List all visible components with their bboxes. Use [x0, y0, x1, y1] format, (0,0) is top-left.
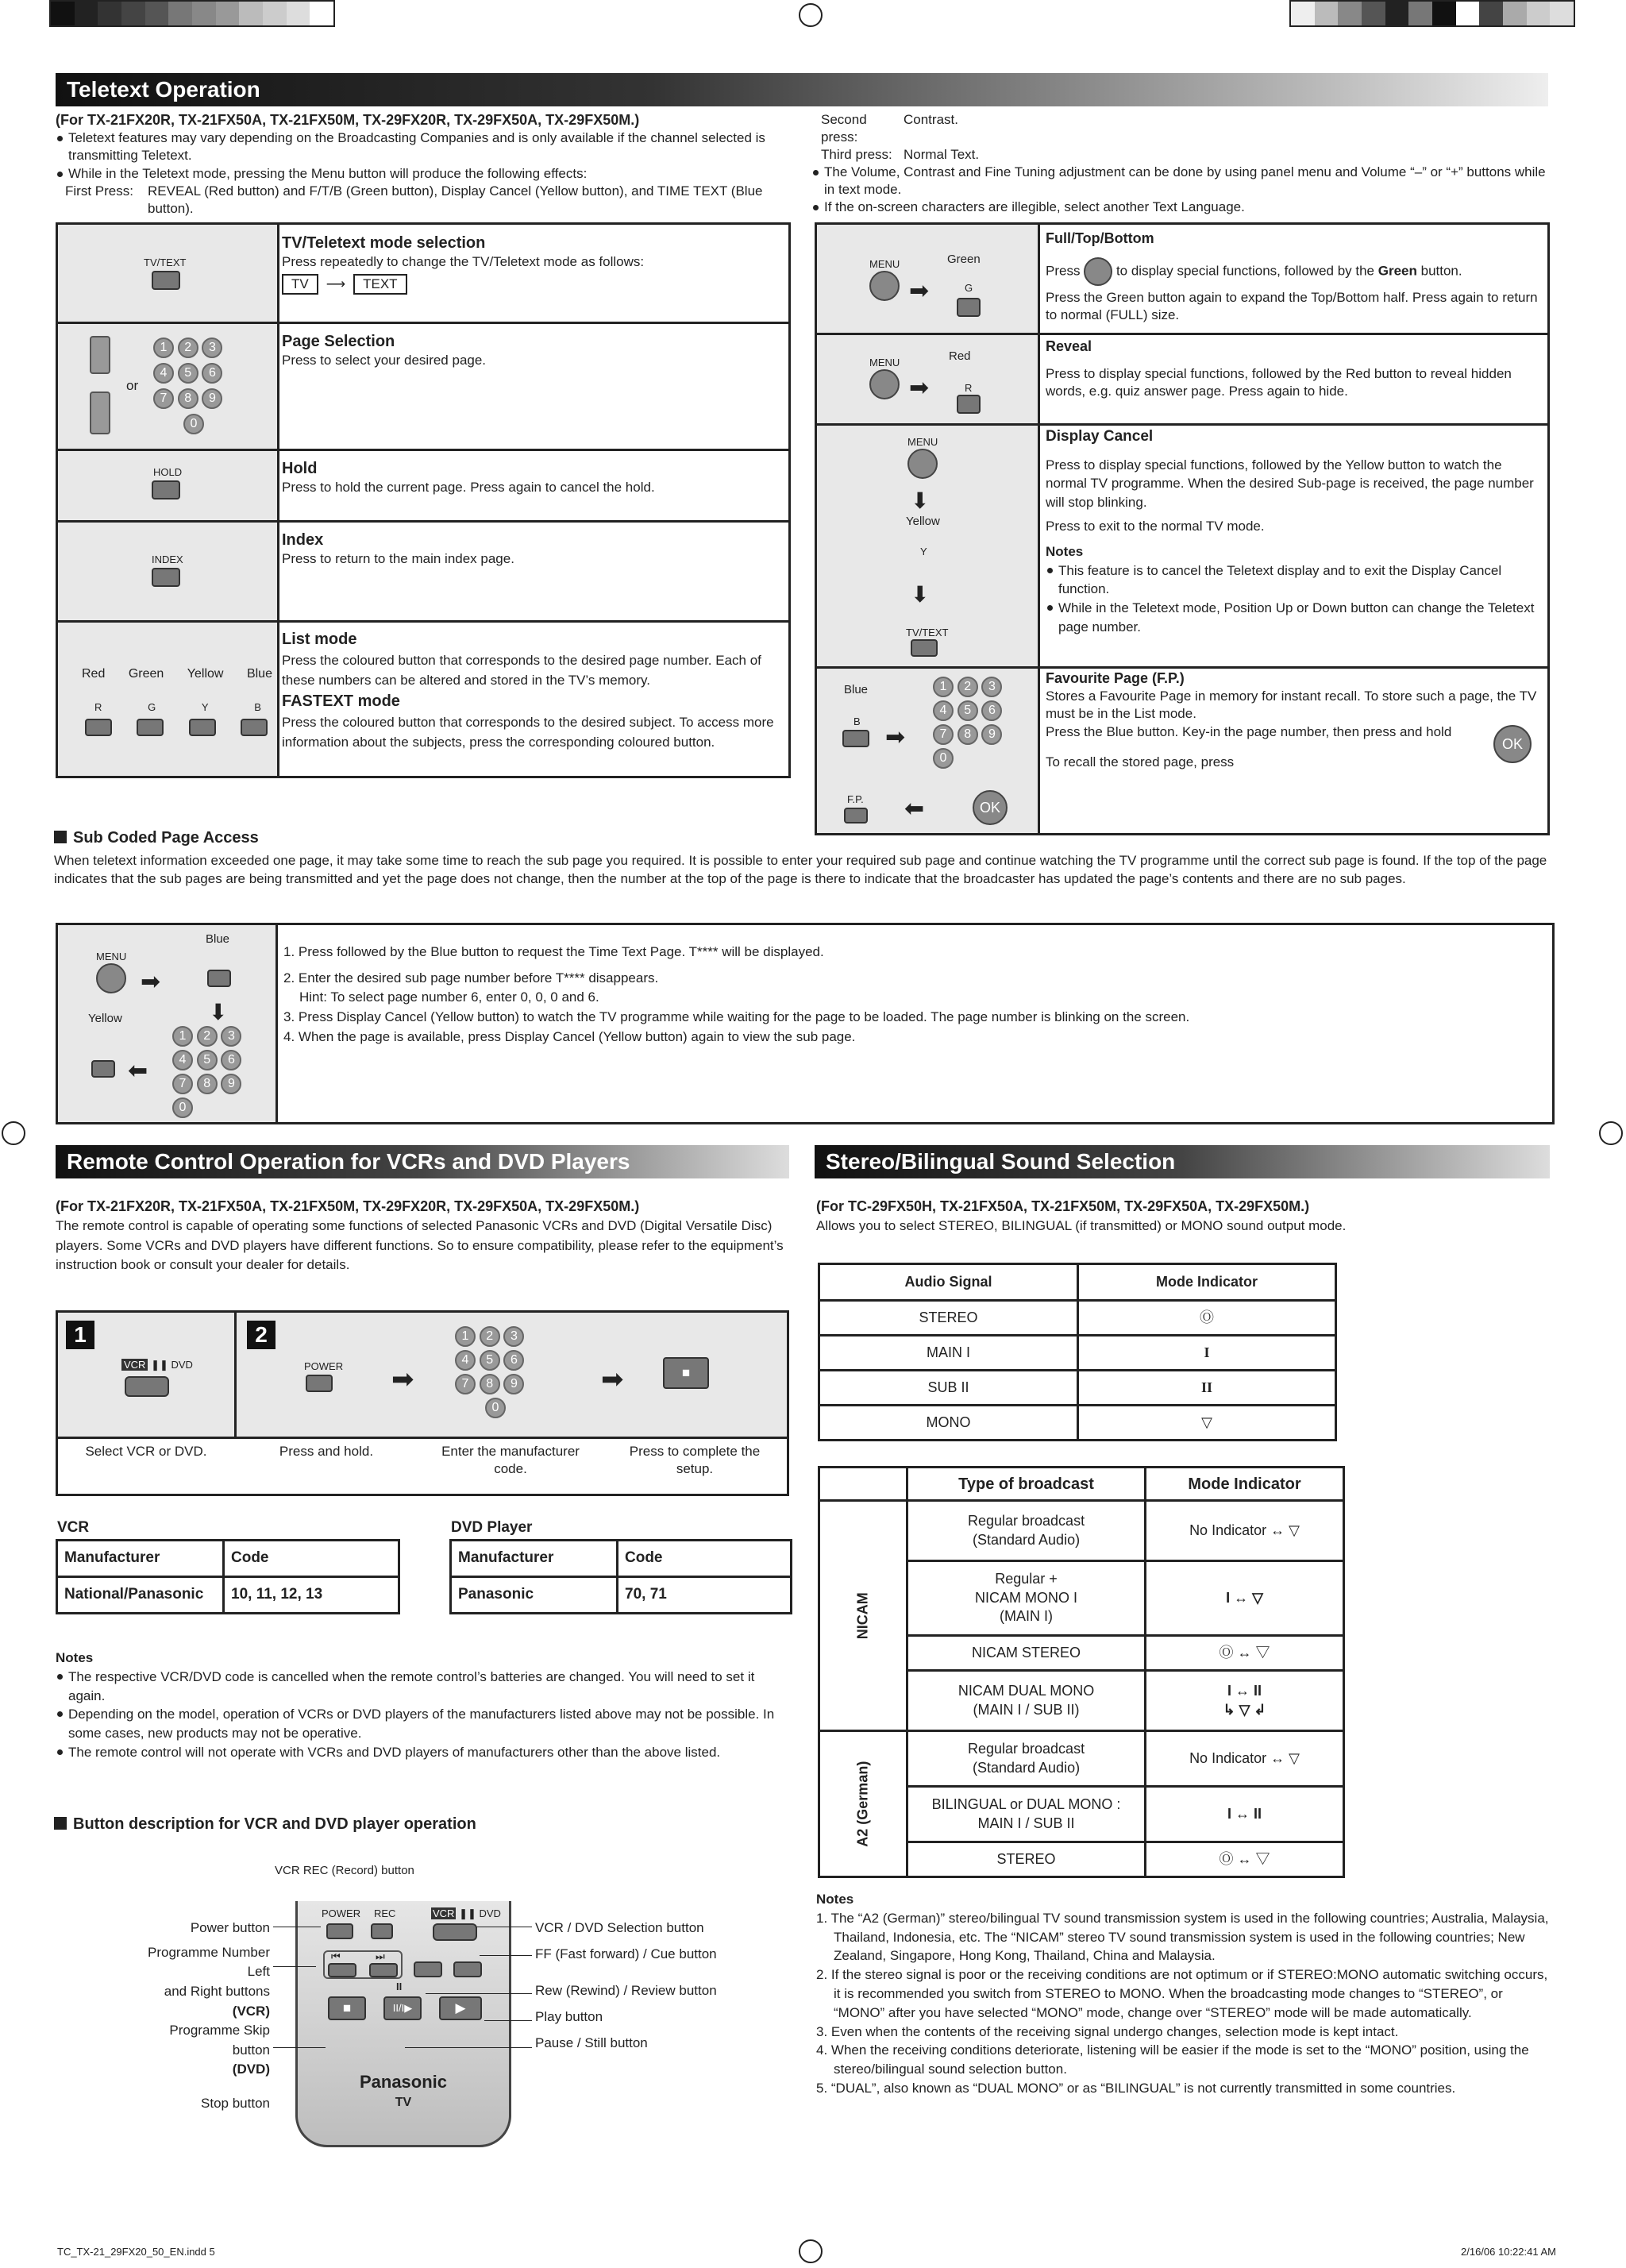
nicam-label: NICAM: [854, 1591, 871, 1639]
menu-button-2[interactable]: [869, 369, 900, 399]
vcr-code: 10, 11, 12, 13: [224, 1577, 399, 1614]
sel-callout: VCR / DVD Selection button: [535, 1920, 704, 1935]
teletext-bullet-1: Teletext features may vary depending on the Broadcasting Companies and is only available if the channel selected is transmitting Teletext.: [56, 129, 770, 164]
subcoded-box: [56, 923, 1555, 1124]
audio-main: MAIN I: [819, 1336, 1078, 1371]
footer-right: 2/16/06 10:22:41 AM: [1461, 2246, 1556, 2258]
red-label-r: Red: [949, 349, 971, 363]
remote-models: (For TX-21FX20R, TX-21FX50A, TX-21FX50M, TX-29FX20R, TX-29FX50A, TX-29FX50M.): [56, 1198, 640, 1214]
fp-button-r[interactable]: [844, 808, 868, 824]
menu-button-3[interactable]: [907, 449, 938, 479]
remote-power-button[interactable]: [326, 1923, 353, 1939]
broadcast-th-type: Type of broadcast: [907, 1468, 1146, 1501]
dvd-th-manufacturer: Manufacturer: [451, 1541, 618, 1577]
g-letter-r: G: [965, 282, 973, 294]
text-mode-box: TEXT: [353, 274, 406, 295]
ftb-text-b: button.: [1420, 263, 1462, 279]
arrow-left-icon: ⬅: [904, 796, 925, 822]
hold-button[interactable]: [152, 480, 180, 499]
g-letter: G: [148, 701, 156, 713]
stop-callout: Stop button: [201, 2096, 270, 2112]
menu-label-1: MENU: [869, 258, 900, 270]
b-letter-r: B: [853, 716, 861, 727]
display-cancel-note-2: While in the Teletext mode, Position Up or Down button can change the Teletext page number.: [1046, 599, 1543, 637]
remote-vcr-label: VCR: [433, 1907, 455, 1919]
sub-step-4: 4. When the page is available, press Display Cancel (Yellow button) again to view the sub page.: [283, 1028, 856, 1044]
remote-prog-right[interactable]: [369, 1963, 398, 1977]
arrow-right-icon-2: ➡: [909, 375, 930, 401]
teletext-bullet-3: The Volume, Contrast and Fine Tuning adjustment can be done by using panel menu and Volume “–” or “+” buttons while in text mode.: [811, 164, 1550, 199]
remote-pause-button[interactable]: II/I▶: [383, 1996, 422, 2020]
power-label: POWER: [304, 1360, 344, 1372]
yellow-label: Yellow: [187, 667, 224, 681]
remote-tv: TV: [395, 2096, 412, 2109]
bc-row-7: STEREO: [907, 1842, 1146, 1877]
hold-text: Press to hold the current page. Press again to cancel the hold.: [282, 480, 655, 495]
arrow-right-icon: ➡: [909, 278, 930, 304]
callout-line-rew: [426, 1993, 532, 1994]
menu-label-3: MENU: [907, 436, 938, 448]
registration-mark-left: [2, 1121, 25, 1145]
power-callout: Power button: [190, 1920, 270, 1935]
bc-row-3-mode: Ⓞ ↔ ▽: [1146, 1636, 1344, 1671]
dvd-code-table: [449, 1539, 792, 1614]
vcr-code-table: [56, 1539, 400, 1614]
dvd-table-title: DVD Player: [451, 1519, 533, 1536]
list-mode-text: Press the coloured button that corresponds to the desired page number. Each of these numbers can be altered and stored in the TV’s memory.: [282, 653, 761, 688]
blue-label-r: Blue: [844, 683, 869, 696]
red-label: Red: [82, 667, 106, 681]
remote-header: Remote Control Operation for VCRs and DVD Players: [56, 1145, 789, 1178]
footer-left: TC_TX-21_29FX20_50_EN.indd 5: [57, 2246, 215, 2258]
bc-row-2: Regular + NICAM MONO I (MAIN I): [907, 1561, 1146, 1636]
remote-note-1: The respective VCR/DVD code is cancelled when the remote control’s batteries are changed. You will need to set it again.: [56, 1668, 775, 1706]
remote-rew-button[interactable]: [414, 1961, 442, 1977]
arrow-icon: ⟶: [326, 276, 346, 292]
step-arrow-2: ➡: [601, 1364, 624, 1394]
stereo-note-5: 5. “DUAL”, also known as “DUAL MONO” or as “BILINGUAL” is not currently transmitted in some countries.: [816, 2080, 1456, 2096]
arrow-down-icon-2: ⬇: [911, 582, 930, 607]
tv-teletext-title: TV/Teletext mode selection: [282, 234, 486, 252]
skip-fwd-icon: ⏭: [376, 1950, 385, 1962]
list-mode-title: List mode: [282, 631, 357, 648]
sub-arrow-right: ➡: [141, 969, 161, 995]
teletext-intro-left: [56, 111, 770, 218]
stereo-intro: Allows you to select STEREO, BILINGUAL (if transmitted) or MONO sound output mode.: [816, 1218, 1347, 1234]
ftb-press: Press: [1046, 263, 1081, 279]
rew-callout: Rew (Rewind) / Review button: [535, 1983, 717, 1999]
display-cancel-title: Display Cancel: [1046, 428, 1154, 445]
step-2-badge: 2: [247, 1321, 275, 1349]
fp-label-r: F.P.: [847, 793, 864, 805]
dvd-th-code: Code: [618, 1541, 792, 1577]
ftb-text-a: to display special functions, followed by the: [1115, 263, 1375, 279]
b-letter: B: [254, 701, 261, 713]
green-button[interactable]: [137, 719, 164, 736]
bc-row-6-mode: I ↔ II: [1146, 1787, 1344, 1842]
bc-row-1-mode: No Indicator ↔ ▽: [1146, 1501, 1344, 1561]
r-letter-r: R: [965, 382, 973, 394]
fp-text-3: To recall the stored page, press: [1046, 754, 1235, 770]
third-press-text: Normal Text.: [904, 147, 980, 163]
teletext-models: (For TX-21FX20R, TX-21FX50A, TX-21FX50M, TX-29FX20R, TX-29FX50A, TX-29FX50M.): [56, 112, 640, 128]
vcr-dvd-switch[interactable]: [125, 1376, 169, 1397]
ok-icon-inline: OK: [1493, 725, 1532, 763]
remote-rec-label: REC: [374, 1907, 396, 1919]
sub-step-2: 2. Enter the desired sub page number before T**** disappears.: [283, 970, 659, 986]
sub-arrow-down: ⬇: [209, 1000, 228, 1024]
sub-menu-label: MENU: [96, 951, 127, 962]
position-up-button[interactable]: [90, 336, 110, 374]
stereo-note-4: 4. When the receiving conditions deteriorate, listening will be easier if the mode is set to the “MONO” position, using the stereo/bilingual sound selection button.: [816, 2042, 1529, 2077]
page-selection-text: Press to select your desired page.: [282, 353, 487, 368]
caption-enter-code: Enter the manufacturer code.: [441, 1444, 580, 1477]
stereo-note-3: 3. Even when the contents of the receiving signal undergo changes, selection mode is kept intact.: [816, 2023, 1399, 2039]
display-cancel-text: Press to display special functions, followed by the Yellow button to watch the normal TV programme. When the desired Sub-page is received, the page number will stop blinking.: [1046, 457, 1534, 511]
bc-row-4: NICAM DUAL MONO (MAIN I / SUB II): [907, 1671, 1146, 1731]
vcr-table-title: VCR: [57, 1519, 90, 1536]
audio-sub: SUB II: [819, 1371, 1078, 1406]
callout-line-ff: [480, 1955, 532, 1956]
bc-row-5-mode: No Indicator ↔ ▽: [1146, 1731, 1344, 1787]
color-bar-right: [1289, 0, 1575, 27]
prog-callout-2: and Right buttons: [164, 1983, 270, 1999]
callout-line-pause: [405, 2047, 532, 2048]
tvtext-label-r: TV/TEXT: [906, 627, 949, 638]
broadcast-type-table: [818, 1466, 1345, 1878]
prog-callout-3: Programme Skip button: [169, 2023, 270, 2058]
arrow-right-icon-3: ➡: [885, 724, 906, 750]
yellow-label-r: Yellow: [906, 515, 940, 528]
stereo-note-2: 2. If the stereo signal is poor or the receiving conditions are not optimum or if STEREO:MONO automatic switching occurs, it is recommended you switch from STEREO to MONO. When the broadcasting mode changes to “STEREO”, or “MONO” after you have selected “MONO” mode, change over “STEREO” mode will be made automatically.: [816, 1967, 1548, 2020]
blue-label: Blue: [246, 667, 272, 681]
reveal-title: Reveal: [1046, 338, 1092, 354]
ftb-title: Full/Top/Bottom: [1046, 230, 1154, 246]
tv-mode-box: TV: [282, 274, 318, 295]
remote-rec-button[interactable]: [371, 1923, 393, 1939]
y-letter-r: Y: [920, 546, 927, 557]
setup-numeric-keypad[interactable]: 1 2 3 4 5 6 7 8 9 0: [455, 1324, 550, 1419]
display-cancel-notes: Notes: [1046, 543, 1084, 559]
remote-vcr-dvd-switch[interactable]: [433, 1923, 477, 1941]
page-selection-title: Page Selection: [282, 333, 395, 350]
vcr-label: VCR: [121, 1359, 148, 1371]
pause-callout: Pause / Still button: [535, 2035, 648, 2050]
audio-stereo: STEREO: [819, 1301, 1078, 1336]
caption-select: Select VCR or DVD.: [85, 1444, 207, 1459]
second-press-label: Second press:: [821, 112, 867, 145]
stereo-models: (For TC-29FX50H, TX-21FX50A, TX-21FX50M, TX-29FX50A, TX-29FX50M.): [816, 1198, 1310, 1214]
bc-row-3: NICAM STEREO: [907, 1636, 1146, 1671]
play-callout: Play button: [535, 2008, 603, 2024]
remote-ff-button[interactable]: [453, 1961, 482, 1977]
remote-note-3: The remote control will not operate with VCRs and DVD players of manufacturers other than the above listed.: [56, 1743, 775, 1762]
ff-callout: FF (Fast forward) / Cue button: [535, 1946, 717, 1961]
index-button[interactable]: [152, 568, 180, 587]
blue-button-r[interactable]: [842, 730, 869, 747]
subcoded-title: Sub Coded Page Access: [54, 827, 259, 848]
teletext-intro-right: [811, 111, 1550, 217]
fp-title: Favourite Page (F.P.): [1046, 670, 1185, 686]
sub-blue-button[interactable]: [207, 970, 231, 987]
red-button[interactable]: [85, 719, 112, 736]
remote-stop-button[interactable]: ■: [328, 1996, 366, 2020]
prog-callout-2b: (VCR): [232, 2003, 270, 2019]
setup-steps-box: 1 2 VCR ❚❚ DVD POWER ➡ 1 2 3 4 5 6 7 8 9 0 ➡ ■ Select VCR or DVD. Press and hold. Enter the manufacturer code. Press to complete the setup.: [56, 1310, 789, 1496]
vcr-th-manufacturer: Manufacturer: [57, 1541, 224, 1577]
yellow-button[interactable]: [189, 719, 216, 736]
teletext-right-table: [815, 222, 1550, 835]
first-press-text: REVEAL (Red button) and F/T/B (Green button), Display Cancel (Yellow button), and TIME TEXT (Blue button).: [148, 183, 763, 216]
audio-th-signal: Audio Signal: [819, 1264, 1078, 1301]
registration-mark-right: [1599, 1121, 1623, 1145]
blue-button[interactable]: [241, 719, 268, 736]
remote-brand: Panasonic: [359, 2072, 448, 2092]
ftb-text-2: Press the Green button again to expand the Top/Bottom half. Press again to return to normal (FULL) size.: [1046, 290, 1538, 323]
callout-line-play: [484, 2020, 532, 2021]
bc-row-5: Regular broadcast (Standard Audio): [907, 1731, 1146, 1787]
remote-intro: The remote control is capable of operating some functions of selected Panasonic VCRs and DVD (Digital Versatile Disc) players. Some VCRs and DVD players have different functions. So to ensure compatibility, please refer to the equipment’s instruction book or consult your dealer for details.: [56, 1218, 784, 1273]
callout-line-stop: [273, 2047, 326, 2048]
registration-mark-top: [799, 3, 823, 27]
bc-row-7-mode: Ⓞ ↔ ▽: [1146, 1842, 1344, 1877]
skip-back-icon: ⏮: [331, 1950, 341, 1962]
third-press-label: Third press:: [821, 147, 892, 163]
rec-callout: VCR REC (Record) button: [275, 1864, 414, 1877]
remote-play-button[interactable]: ▶: [439, 1996, 482, 2020]
dvd-label: DVD: [171, 1359, 193, 1371]
bc-row-4-mode: I ↔ II ↳ ▽ ↲: [1146, 1671, 1344, 1731]
ftb-green: Green: [1377, 263, 1417, 279]
prog-callout-1: Programme Number Left: [148, 1944, 270, 1980]
remote-power-label: POWER: [322, 1907, 361, 1919]
callout-line-prog: [273, 1966, 316, 1967]
step-arrow-1: ➡: [391, 1364, 414, 1394]
bc-row-6: BILINGUAL or DUAL MONO : MAIN I / SUB II: [907, 1787, 1146, 1842]
numeric-keypad[interactable]: 1 2 3 4 5 6 7 8 9 0: [153, 334, 249, 436]
caption-complete: Press to complete the setup.: [629, 1444, 761, 1477]
fp-text-2: Press the Blue button. Key-in the page number, then press and hold: [1046, 723, 1452, 739]
audio-mono: MONO: [819, 1406, 1078, 1441]
tvtext-label: TV/TEXT: [144, 256, 187, 268]
tv-teletext-text: Press repeatedly to change the TV/Teletext mode as follows:: [282, 254, 645, 269]
audio-main-mode: I: [1078, 1336, 1336, 1371]
ok-button-r[interactable]: OK: [973, 790, 1008, 825]
first-press-label: First Press:: [65, 183, 133, 199]
stop-button-step[interactable]: ■: [663, 1357, 709, 1389]
prog-callout-4: (DVD): [232, 2062, 270, 2077]
power-button-step[interactable]: [306, 1375, 333, 1392]
r-letter: R: [94, 701, 102, 713]
a2-label: A2 (German): [854, 1761, 871, 1847]
subcoded-text: When teletext information exceeded one page, it may take some time to reach the sub page you required. It is possible to enter your required sub page and continue watching the TV programme until the correct sub page is found. If the top of the page indicates that the sub pages are being transmitted and yet the page does not change, then the number at the top of the page is there to indicate that the broadcaster has updated the page’s contents and there are no sub pages.: [54, 853, 1547, 887]
stereo-note-1: 1. The “A2 (German)” stereo/bilingual TV sound transmission system is used in the following countries; Australia, Malaysia, Thailand, Indonesia, etc. The “NICAM” stereo TV sound transmission system is used in the following countries; New Zealand, Singapore, Hong Kong, Thailand, China and Malaysia.: [816, 1910, 1549, 1964]
hold-label: HOLD: [153, 466, 183, 478]
sub-menu-button[interactable]: [96, 963, 126, 993]
sub-step-2b: Hint: To select page number 6, enter 0, 0, 0 and 6.: [299, 989, 599, 1005]
teletext-left-table: [56, 222, 791, 778]
reveal-text: Press to display special functions, followed by the Red button to reveal hidden words, e.g. quiz answer page. Press again to hide.: [1046, 366, 1512, 399]
numeric-keypad-r[interactable]: 1 2 3 4 5 6 7 8 9 0: [933, 674, 1028, 770]
teletext-bullet-4: If the on-screen characters are illegible, select another Text Language.: [811, 199, 1550, 216]
fastext-title: FASTEXT mode: [282, 692, 400, 711]
tvtext-button[interactable]: [152, 271, 180, 290]
audio-stereo-mode: Ⓞ: [1078, 1301, 1336, 1336]
teletext-header: Teletext Operation: [56, 73, 1548, 106]
fp-text-1: Stores a Favourite Page in memory for instant recall. To store such a page, the TV must be in the List mode.: [1046, 688, 1537, 722]
sub-step-3: 3. Press Display Cancel (Yellow button) to watch the TV programme while waiting for the page to be loaded. The page number is blinking on the screen.: [283, 1009, 1190, 1024]
audio-mono-mode: ▽: [1078, 1406, 1336, 1441]
index-title: Index: [282, 531, 324, 549]
audio-sub-mode: II: [1078, 1371, 1336, 1406]
bc-row-2-mode: I ↔ ▽: [1146, 1561, 1344, 1636]
sub-arrow-left: ⬅: [128, 1058, 148, 1084]
stereo-header: Stereo/Bilingual Sound Selection: [815, 1145, 1550, 1178]
button-desc-title: Button description for VCR and DVD player operation: [54, 1814, 476, 1834]
green-label: Green: [128, 667, 164, 681]
menu-icon-inline: [1084, 257, 1112, 286]
dvd-code: 70, 71: [618, 1577, 792, 1614]
green-button-r[interactable]: [957, 298, 981, 317]
display-cancel-text-2: Press to exit to the normal TV mode.: [1046, 518, 1265, 534]
audio-th-mode: Mode Indicator: [1078, 1264, 1336, 1301]
pause-mark: II: [396, 1981, 403, 1992]
dvd-manufacturer: Panasonic: [451, 1577, 618, 1614]
step-1-badge: 1: [66, 1321, 94, 1349]
second-press-text: Contrast.: [904, 112, 958, 127]
sub-blue-label: Blue: [206, 932, 230, 946]
remote-note-2: Depending on the model, operation of VCRs or DVD players of the manufacturers listed above may not be possible. In some cases, new products may not be operative.: [56, 1705, 775, 1743]
arrow-down-icon: ⬇: [911, 488, 930, 513]
registration-mark-bottom: [799, 2239, 823, 2263]
color-bar-left: [49, 0, 335, 27]
remote-notes-title: Notes: [56, 1650, 94, 1665]
index-text: Press to return to the main index page.: [282, 551, 514, 566]
menu-label-2: MENU: [869, 357, 900, 368]
fastext-text: Press the coloured button that corresponds to the desired subject. To access more information about the subjects, press the corresponding coloured button.: [282, 715, 774, 750]
remote-control-illustration: POWER REC VCR ❚❚ DVD ⏮ ⏭ II ■ II/I▶ ▶ Panasonic TV: [295, 1901, 511, 2147]
position-down-button[interactable]: [90, 392, 110, 434]
broadcast-th-mode: Mode Indicator: [1146, 1468, 1344, 1501]
sub-yellow-button[interactable]: [91, 1060, 115, 1078]
red-button-r[interactable]: [957, 395, 981, 414]
vcr-manufacturer: National/Panasonic: [57, 1577, 224, 1614]
bc-row-1: Regular broadcast (Standard Audio): [907, 1501, 1146, 1561]
caption-press-hold: Press and hold.: [279, 1444, 374, 1459]
remote-prog-left[interactable]: [328, 1963, 356, 1977]
sub-yellow-label: Yellow: [88, 1012, 122, 1025]
remote-dvd-label: DVD: [479, 1907, 501, 1919]
green-label-r: Green: [947, 253, 981, 266]
sub-step-1: 1. Press followed by the Blue button to request the Time Text Page. T**** will be displayed.: [283, 944, 824, 959]
stereo-notes-title: Notes: [816, 1892, 854, 1907]
display-cancel-note-1: This feature is to cancel the Teletext display and to exit the Display Cancel function.: [1046, 561, 1543, 600]
index-label: INDEX: [152, 554, 183, 565]
audio-signal-table: [818, 1263, 1337, 1441]
teletext-bullet-2: While in the Teletext mode, pressing the Menu button will produce the following effects:: [56, 165, 770, 183]
tvtext-button-r[interactable]: [911, 639, 938, 657]
sub-numeric-keypad[interactable]: 1 2 3 4 5 6 7 8 9 0: [172, 1024, 268, 1119]
y-letter: Y: [201, 701, 209, 713]
hold-title: Hold: [282, 460, 318, 477]
menu-button-1[interactable]: [869, 271, 900, 301]
or-label: or: [126, 378, 139, 393]
vcr-th-code: Code: [224, 1541, 399, 1577]
